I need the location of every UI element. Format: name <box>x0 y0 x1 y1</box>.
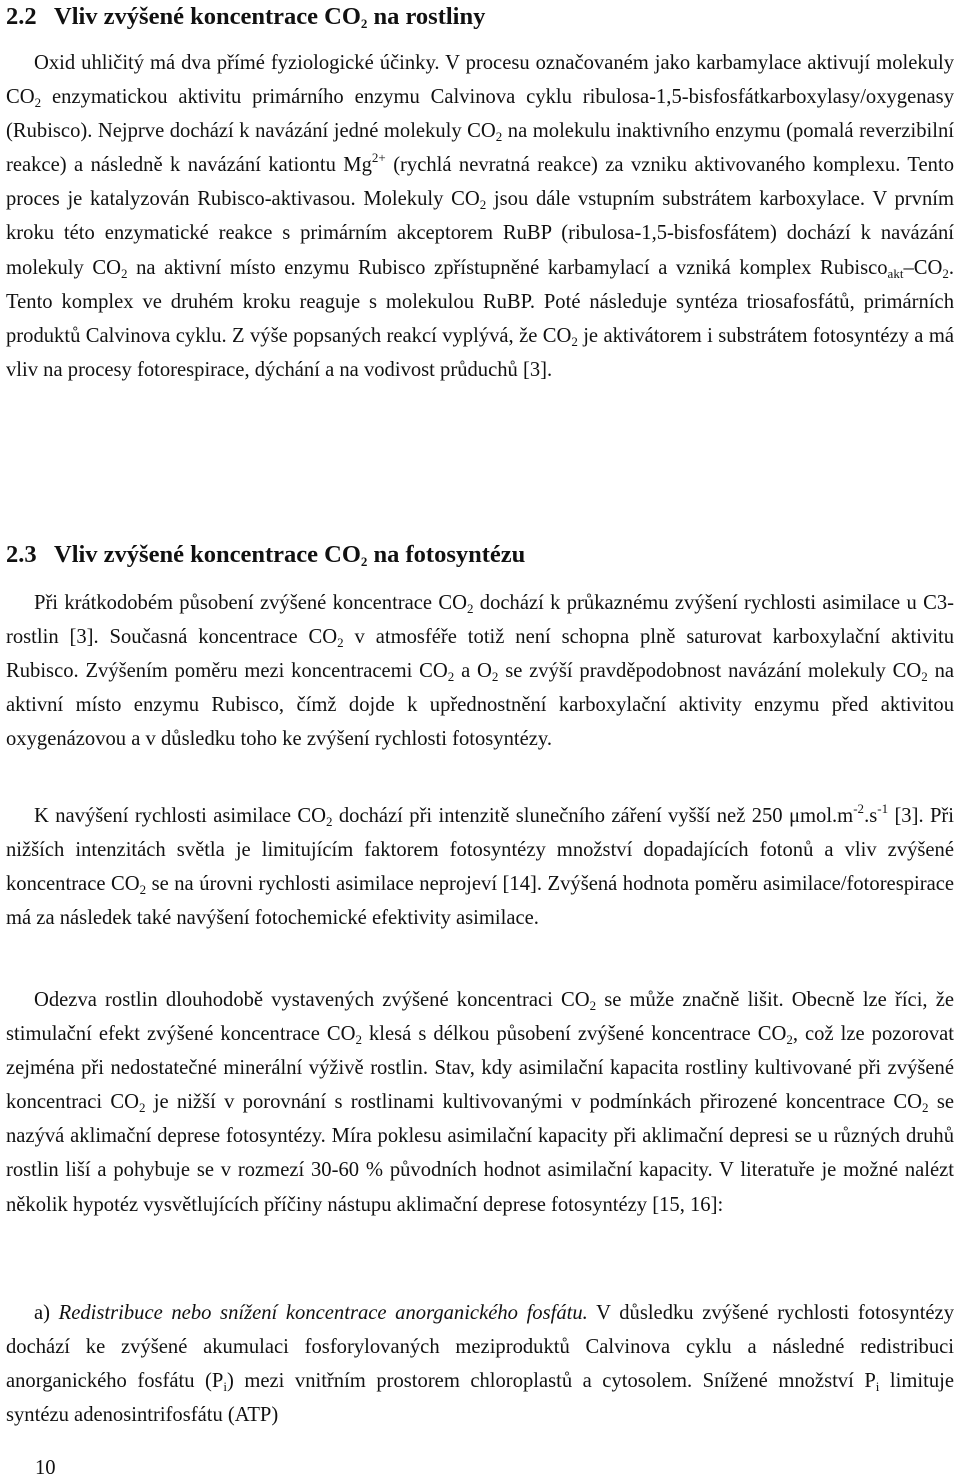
section-heading-2-3: 2.3 Vliv zvýšené koncentrace $CO_2$ na fotosyntézu <box>6 541 526 569</box>
section-heading-2-2: 2.2 Vliv zvýšené koncentrace $CO_2$ na rostliny <box>6 3 486 31</box>
paragraph-odezva-rostlin: Odezva rostlin dlouhodobě vystavených zvýšené koncentraci $CO_2$ se může značně lišit. Obecně lze říci, že stimulační efekt zvýšené koncentrace $CO_2$ klesá s délkou působení zvýšené koncentrace $CO_2$, což lze pozorovat zejména při nedostatečné minerální výživě rostlin. Stav, kdy asimilační kapacita rostliny kultivované při zvýšené koncentraci $CO_2$ je nižší v porovnání s rostlinami kultivovanými v podmínkách přirozené koncentrace $CO_2$ se nazývá aklimační deprese fotosyntézy. Míra poklesu asimilační kapacity při aklimační depresi se u různých druhů rostlin liší a pohybuje se v rozmezí 30-60 % původních hodnot asimilační kapacity. V literatuře je možné nalézt několik hypotéz vysvětlujících příčiny nástupu aklimační deprese fotosyntézy [15, 16]: <box>6 989 955 1216</box>
page-number: 10 <box>35 1457 56 1479</box>
section-number: 2.3 <box>6 541 37 568</box>
paragraph-kratkodobe-pusobeni: Při krátkodobém působení zvýšené koncentrace $CO_2$ dochází k průkaznému zvýšení rychlosti asimilace u C3-rostlin [3]. Současná koncentrace $CO_2$ v atmosféře totiž není schopna plně saturovat karboxylační aktivitu Rubisco. Zvýšením poměru mezi koncentracemi $CO_2$ a $O_2$ se zvýší pravděpodobnost navázání molekuly $CO_2$ na aktivní místo enzymu Rubisco, čímž dojde k upřednostnění karboxylační aktivity enzymu před aktivitou oxygenázovou a v důsledku toho ke zvýšení rychlosti fotosyntézy. <box>6 592 955 751</box>
paragraph-navyseni-rychlosti: K navýšení rychlosti asimilace $CO_2$ dochází při intenzitě slunečního záření vyšší než 250 $\mu mol.m^{-2}.s^{-1}$ [3]. Při nižších intenzitách světla je limitujícím faktorem fotosyntézy množství dopadajících fotonů a vliv zvýšené koncentrace $CO_2$ se na úrovni rychlosti asimilace neprojeví [14]. Zvýšená hodnota poměru asimilace/fotorespirace má za následek také navýšení fotochemické efektivity asimilace. <box>6 801 955 930</box>
section-number: 2.2 <box>6 3 37 30</box>
paragraph-hypoteza-a: a) Redistribuce nebo snížení koncentrace anorganického fosfátu. V důsledku zvýšené rychlosti fotosyntézy dochází ke zvýšené akumulaci fosforylovaných meziproduktů Calvinova cyklu a následné redistribuci anorganického fosfátu $(P_i)$ mezi vnitřním prostorem chloroplastů a cytosolem. Snížené množství $P_i$ limituje syntézu adenosintrifosfátu (ATP) <box>6 1302 954 1427</box>
paragraph-karbamylace: Oxid uhličitý má dva přímé fyziologické účinky. V procesu označovaném jako karbamylace aktivují molekuly $CO_2$ enzymatickou aktivitu primárního enzymu Calvinova cyklu ribulosa-1,5-bisfosfátkarboxylasy/oxygenasy (Rubisco). Nejprve dochází k navázání jedné molekuly $CO_2$ na molekulu inaktivního enzymu (pomalá reverzibilní reakce) a následně k navázání kationtu $Mg^{2+}$ (rychlá nevratná reakce) za vzniku aktivovaného komplexu. Tento proces je katalyzován Rubisco-aktivasou. Molekuly $CO_2$ jsou dále vstupním substrátem karboxylace. V prvním kroku této enzymatické reakce s primárním akceptorem RuBP (ribulosa-1,5-bisfosfátem) dochází k navázání molekuly $CO_2$ na aktivní místo enzymu Rubisco zpřístupněné karbamylací a vzniká komplex $Rubisco_{akt}-CO_2$. Tento komplex ve druhém kroku reaguje s molekulou RuBP. Poté následuje syntéza triosafosfátů, primárních produktů Calvinova cyklu. Z výše popsaných reakcí vyplývá, že $CO_2$ je aktivátorem i substrátem fotosyntézy a má vliv na procesy fotorespirace, dýchání a na vodivost průduchů [3]. <box>6 52 955 381</box>
